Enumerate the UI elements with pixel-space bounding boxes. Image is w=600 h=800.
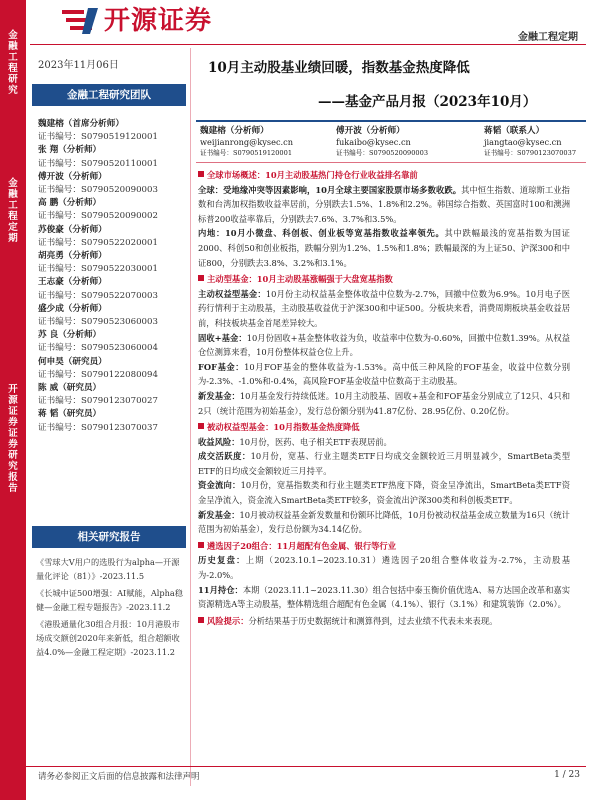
related-report-link[interactable]: 《长城中证500增强：AI赋能，Alpha稳健—金融工程专题报告》-2023.11.2 [36, 588, 183, 612]
paragraph [198, 226, 570, 270]
summary-body [198, 168, 570, 628]
section-heading [198, 272, 570, 287]
analyst-name: 胡亮勇（分析师） [38, 251, 107, 262]
paragraph [198, 331, 570, 360]
lead: 收益风险： [198, 436, 240, 447]
lead: 内地：10月小微盘、科创板、创业板等宽基指数收益率领先。 [198, 228, 445, 239]
lead: 主动权益型基金： [198, 288, 266, 299]
section-title: 主动型基金：10月主动股基涨幅强于大盘宽基指数 [207, 274, 393, 285]
brand-name: 开源证券 [104, 6, 213, 36]
header-rule [30, 44, 586, 45]
brand-logo [60, 6, 240, 36]
analyst-cert: 证书编号：S0790522070003 [38, 290, 158, 301]
analyst-cert: 证书编号：S0790523060003 [38, 317, 158, 328]
bullet-icon [198, 275, 204, 281]
analyst-cert: 证书编号：S0790123070037 [38, 422, 158, 433]
text: 10月FOF基金的整体收益为-1.53%。高中低三种风险的FOF基金，收益中位数分别为-2.3%、-1.0%和-0.4%，高风险FOF基金收益中位数高于主动股基。 [198, 361, 570, 387]
author-cert: 证书编号：S0790123070037 [484, 149, 577, 157]
paragraph [198, 508, 570, 537]
logo-icon [60, 6, 100, 36]
author-email[interactable]: jiangtao@kysec.cn [484, 137, 562, 147]
report-title: 10月主动股基业绩回暖，指数基金热度降低 [208, 60, 470, 76]
lead: 固收+基金： [198, 332, 247, 343]
paragraph [198, 389, 570, 418]
section-heading [198, 420, 570, 435]
text: 其中跌幅最浅的宽基指数为国证2000、科创50和创业板指，跌幅分别为1.2%、1.5%和1.8%；跌幅最深的为上证50、沪深300和中证800，分别跌去3.8%、3.2%和3.1%。 [198, 228, 570, 268]
analyst-cert: 证书编号：S0790123070027 [38, 396, 158, 407]
author-name: 魏建榕（分析师） [200, 126, 269, 136]
section-title: 风险提示： [207, 615, 249, 626]
report-type: 金融工程定期 [518, 32, 578, 43]
author-name: 蒋韬（联系人） [484, 126, 545, 136]
risk-heading [198, 616, 249, 626]
lead: 历史复盘： [198, 555, 246, 566]
author-card [336, 126, 428, 159]
column-divider [190, 48, 191, 786]
text: 10月份，医药、电子相关ETF表现居前。 [239, 436, 392, 447]
analyst-name: 陈 威（研究员） [38, 383, 102, 394]
section-title: 被动权益型基金：10月指数基金热度降低 [207, 422, 360, 433]
analyst-name: 苏俊豪（分析师） [38, 224, 107, 235]
author-cert: 证书编号：S0790519120001 [200, 149, 293, 157]
section-title: 遴选因子20组合：11月超配有色金属、银行等行业 [207, 540, 397, 551]
paragraph [198, 360, 570, 389]
related-heading: 相关研究报告 [32, 526, 186, 548]
analyst-cert: 证书编号：S0790520090003 [38, 185, 158, 196]
analyst-cert: 证书编号：S0790522020001 [38, 237, 158, 248]
paragraph [198, 583, 570, 612]
title-rule [196, 120, 586, 122]
text: 分析结果基于历史数据统计和测算得到，过去业绩不代表未来表现。 [248, 615, 498, 626]
analyst-cert: 证书编号：S0790520090002 [38, 211, 158, 222]
risk-paragraph [198, 614, 570, 629]
bullet-icon [198, 171, 204, 177]
text: 10月份，宽基指数类和行业主题类ETF热度下降，资金呈净流出，SmartBeta类ETF资金呈净流入，资金流入SmartBeta类ETF较多，资金流出沪深300类和科创板类ETF。 [198, 480, 570, 506]
analyst-name: 苏 良（分析师） [38, 330, 102, 341]
lead: 新发基金： [198, 390, 240, 401]
footer-rule [14, 766, 586, 767]
strip-label-middle: 金融工程定期 [8, 178, 18, 244]
report-date: 2023年11月06日 [38, 60, 119, 71]
author-email[interactable]: weijianrong@kysec.cn [200, 137, 294, 147]
strip-label-top: 金融工程研究 [8, 30, 18, 96]
related-report-link[interactable]: 《港股通量化30组合月报：10月港股市场成交额创2020年来新低，组合超额收益4.0%—金融工程定期》-2023.11.2 [36, 619, 180, 657]
text: 10月份固收+基金整体收益为负，收益率中位数为-0.60%，回撤中位数1.39%。从权益仓位测算来看，10月份整体权益仓位上升。 [198, 332, 570, 358]
lead: 资金流向： [198, 480, 241, 491]
footer-disclaimer: 请务必参阅正文后面的信息披露和法律声明 [38, 772, 200, 782]
page-number: 1 / 23 [554, 770, 580, 780]
analyst-cert: 证书编号：S0790522030001 [38, 264, 158, 275]
analyst-cert: 证书编号：S0790523060004 [38, 343, 158, 354]
paragraph [198, 435, 570, 450]
bullet-icon [198, 542, 204, 548]
text: 10月份，宽基、行业主题类ETF日均成交金额较近三月明显减少，SmartBeta类型ETF的日均成交金额较近三月持平。 [198, 451, 570, 476]
author-name: 傅开波（分析师） [336, 126, 405, 136]
author-card [484, 126, 576, 159]
analyst-cert: 证书编号：S0790520110001 [38, 158, 158, 169]
lead: FOF基金： [198, 361, 245, 372]
analyst-cert: 证书编号：S0790519120001 [38, 132, 158, 143]
related-reports [36, 556, 186, 663]
analyst-name: 盛少成（分析师） [38, 303, 107, 314]
report-subtitle: ——基金产品月报（2023年10月） [318, 94, 537, 110]
side-strip [0, 0, 26, 800]
text: 10月基金发行持续低迷。10月主动股基、固收+基金和FOF基金分别成立了12只、4只和2只（统计范围为初始基金），发行总份额分别为41.87亿份、28.95亿份、0.20亿份。 [198, 390, 570, 416]
analyst-name: 魏建榕（首席分析师） [38, 119, 124, 129]
text: 其中恒生指数、道琼斯工业指数和台湾加权指数收益率居前，分别跌去1.5%、1.8%和2.2%。韩国综合指数、英国富时100和澳洲标普200收益率靠后，分别跌去7.6%、3.7%和3.5%。 [198, 184, 570, 224]
text: 10月被动权益基金新发数量和份额环比降低，10月份被动权益基金成立数量为16只（统计范围为初始基金），发行总份额为34.14亿份。 [198, 509, 570, 535]
bullet-icon [198, 423, 204, 429]
analyst-list [38, 118, 188, 435]
lead: 成交活跃度： [198, 451, 251, 462]
team-heading: 金融工程研究团队 [32, 84, 186, 106]
paragraph [198, 287, 570, 331]
analyst-name: 何申昊（研究员） [38, 356, 107, 367]
analyst-name: 蒋 韬（研究员） [38, 409, 102, 420]
author-card [200, 126, 293, 159]
analyst-name: 高 鹏（分析师） [38, 198, 102, 209]
analyst-name: 傅开波（分析师） [38, 171, 107, 182]
analyst-name: 张 翔（分析师） [38, 145, 102, 156]
paragraph [198, 478, 570, 507]
lead: 新发基金： [198, 509, 240, 520]
lead: 11月持仓： [198, 584, 243, 595]
strip-label-bottom: 开源证券 证券研究报告 [8, 384, 18, 494]
section-title: 全球市场概述：10月主动股基热门持仓行业收益排名靠前 [207, 170, 418, 180]
text: 上期（2023.10.1~2023.10.31）遴选因子20组合整体收益为-2.7%，主动股基为-2.0%。 [198, 555, 570, 581]
author-rule [196, 162, 586, 163]
related-report-link[interactable]: 《雪球大V用户的选股行为alpha—开源量化评论（81）》-2023.11.5 [36, 557, 180, 581]
analyst-name: 王志豪（分析师） [38, 277, 107, 288]
bullet-icon [198, 617, 204, 623]
text: 10月份主动权益基金整体收益中位数为-2.7%，回撤中位数为6.9%。10月电子医药行情利于主动股基，主动股基收益优于沪深300和中证500。分板块来看，消费周期板块基金收益居前，科技板块基金首尾差异较大。 [198, 288, 570, 328]
lead: 全球：受地缘冲突等因素影响，10月全球主要国家股票市场多数收跌。 [198, 184, 462, 195]
text: 本期（2023.11.1~2023.11.30）组合包括中泰玉衡价值优选A、易方达国企改革和嘉实资源精选A等主动股基，整体精选组合超配有色金属（4.1%）、银行（3.1%）和建筑装饰（2.0%）。 [198, 584, 570, 610]
analyst-cert: 证书编号：S0790122080094 [38, 369, 158, 380]
paragraph [198, 553, 570, 582]
section-heading [198, 539, 570, 554]
author-cert: 证书编号：S0790520090003 [336, 149, 429, 157]
paragraph [198, 449, 570, 478]
author-email[interactable]: fukaibo@kysec.cn [336, 137, 411, 147]
paragraph [198, 183, 570, 227]
section-heading [198, 168, 570, 183]
